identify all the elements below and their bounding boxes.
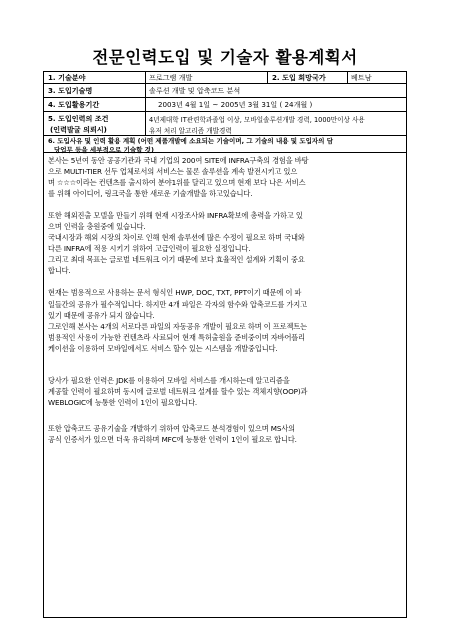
text-line: 그리고 최대 목표는 글로벌 네트워크 이기 때문에 보다 효율적인 설계와 기획이 중요: [48, 255, 305, 265]
text-line: 공식 인증서가 있으면 더욱 유리하며 MFC에 능통한 인력이 1인이 필요로 합니다.: [48, 434, 297, 444]
text-line: 본사는 5년여 동안 공공기관과 국내 기업의 200여 SITE에 INFRA구축의 경험을 바탕: [48, 156, 309, 165]
conditions-label-cell: [44, 112, 146, 135]
row-period: [44, 98, 406, 112]
conditions-value-cell: [146, 112, 408, 135]
text-line: 합니다.: [48, 266, 71, 276]
period-value-cell: [146, 98, 408, 111]
row-reason-header: [44, 136, 406, 153]
period-value: 2003년 4월 1일 ~ 2005년 3월 31일 ( 24개월 ): [158, 100, 313, 109]
paragraph-company-intro: [48, 155, 402, 199]
text-line: 며 ☆☆☆이라는 컨텐츠를 출시하여 분야1위를 달리고 있으며 현재 보다 나은 서비스: [48, 178, 306, 188]
conditions-label-line1: 5. 도입인력의 조건: [48, 114, 109, 123]
reason-header-line1: 6. 도입사유 및 인력 활용 계획 (어떤 제품개발에 소요되는 기술이며, 그 기술의 내용 및 도입자의 담: [48, 137, 333, 145]
document-title: 전문인력도입 및 기술자 활용계획서: [92, 48, 358, 67]
text-line: 를 위해 아이디어, 링크국을 통한 새로운 기술개발을 하고있습니다.: [48, 189, 253, 199]
text-line: 으며 인력을 충원중에 있습니다.: [48, 222, 146, 232]
country-value: 베트남: [351, 73, 372, 82]
tech-field-value: 프로그램 개발: [149, 73, 193, 82]
paragraph-overseas: [48, 210, 402, 276]
text-line: 당사가 필요한 인력은 JDK를 이용하여 모바일 서비스를 개시하는데 알고리즘을: [48, 375, 290, 385]
tech-field-label: 1. 기술분야: [48, 73, 86, 82]
text-line: WEBLOGIC에 능통한 인력이 1인이 필요합니다.: [48, 397, 198, 407]
period-label: 4. 도입활용기간: [48, 100, 100, 109]
text-line: 현재는 범용적으로 사용하는 문서 형식인 HWP, DOC, TXT, PPT이기 때문에 이 파: [48, 288, 302, 298]
paragraph-file-sharing: [48, 287, 402, 353]
text-line: 범용적인 사용이 가능한 컨텐츠라 사료되어 현재 특허출원을 준비중이며 자바어플리: [48, 332, 305, 342]
text-line: 으로 MULTI-TIER 선두 업체로서의 서비스는 물론 솔루션을 계속 발전시키고 있으: [48, 167, 298, 177]
text-line: 다른 INFRA에 적용 시키기 위하여 고급인력이 필요한 실정입니다.: [48, 244, 251, 254]
plan-form: [43, 71, 407, 618]
tech-name-label-cell: [44, 84, 146, 97]
paragraph-compression: [48, 423, 402, 445]
row-conditions: [44, 112, 406, 136]
text-line: 또한 압축코드 공유기술을 개발하기 위하여 압축코드 분석경험이 있으며 MS사의: [48, 423, 296, 433]
country-value-cell: [348, 72, 408, 83]
text-line: 계공할 인력이 필요하며 동시에 글로벌 네트워크 설계를 할수 있는 객체지향(OOP)과: [48, 386, 308, 396]
country-label-cell: [268, 72, 348, 83]
conditions-value-line2: 유저 처리 알고리즘 개발경력: [149, 127, 232, 135]
row-tech-name: [44, 84, 406, 98]
conditions-value-line1: 4년제대학 IT관련학과졸업 이상, 모바일솔루션개발 경력, 1000만이상 사용: [149, 116, 365, 124]
tech-name-value: 솔루션 개발 및 압축코드 분석: [149, 86, 241, 95]
text-line: 있기 때문에 공유가 되지 않습니다.: [48, 310, 155, 320]
paragraph-required-staff: [48, 375, 402, 408]
tech-field-label-cell: [44, 72, 146, 83]
country-label: 2. 도입 희망국가: [272, 73, 326, 82]
period-label-cell: [44, 98, 146, 111]
reason-body: [44, 153, 406, 445]
text-line: 그로인해 본사는 4개의 서로다른 파일의 자동공유 개발이 필요로 하며 이 프로젝트는: [48, 321, 307, 331]
tech-field-value-cell: [146, 72, 267, 83]
text-line: 국내시장과 해외 시장의 차이로 인해 현재 솔루션에 많은 수정이 필요로 하며 국내와: [48, 233, 305, 243]
row-tech-field: [44, 72, 406, 84]
tech-name-label: 3. 도입기술명: [48, 86, 93, 95]
text-line: 또한 해외진출 모델을 만들기 위해 현재 시장조사와 INFRA확보에 총력을 가하고 있: [48, 211, 303, 221]
text-line: 일들간의 공유가 필수적입니다. 하지만 4개 파일은 각자의 함수와 압축코드를 가지고: [48, 299, 307, 309]
conditions-label-line2: (인력발굴 의뢰시): [50, 125, 107, 134]
text-line: 케이션을 이용하여 모바일에서도 서비스 할수 있는 시스템을 개발중입니다.: [48, 343, 278, 353]
reason-header-line2: 당업무 등을 세부적으로 기술할 것): [54, 145, 154, 154]
tech-name-value-cell: [146, 84, 408, 97]
